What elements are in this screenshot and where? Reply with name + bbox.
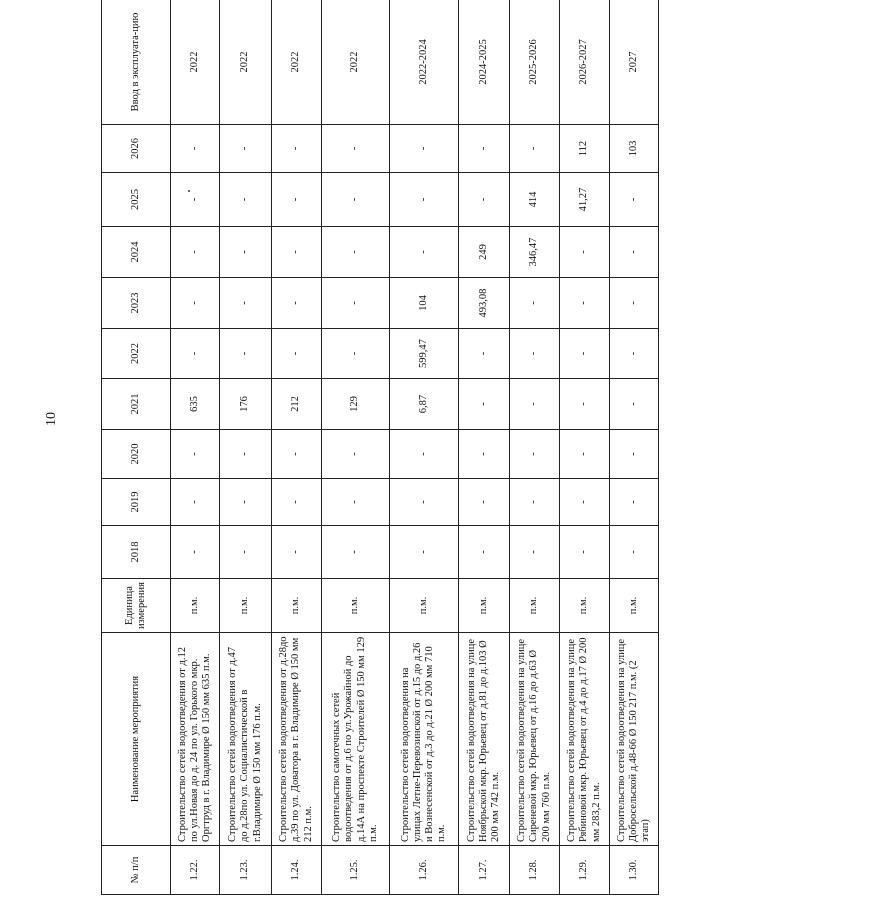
- cell-value: -: [322, 329, 390, 379]
- table-row: [610, 0, 659, 895]
- header-row: [102, 0, 171, 895]
- cell-value: -: [459, 430, 510, 479]
- cell-value: -: [560, 278, 610, 329]
- cell-value: -: [171, 479, 220, 526]
- cell-unit: п.м.: [272, 579, 322, 633]
- cell-value: -: [390, 479, 459, 526]
- cell-value: -: [560, 379, 610, 430]
- cell-value: -: [272, 173, 322, 227]
- cell-value: -: [220, 125, 272, 173]
- table-row: [220, 0, 272, 895]
- header-num: № п/п: [102, 846, 171, 895]
- cell-name: Строительство сетей водоотведения от д.28до д.39 по ул. Доватора в г. Владимире Ø 150 мм 212 п.м.: [272, 633, 322, 846]
- table-row: [510, 0, 560, 895]
- cell-commission: 2022-2024: [390, 0, 459, 125]
- cell-value: -: [171, 173, 220, 227]
- cell-value: -: [560, 227, 610, 278]
- cell-value: -: [459, 479, 510, 526]
- cell-value: 346,47: [510, 227, 560, 278]
- table-row: [560, 0, 610, 895]
- cell-value: -: [171, 430, 220, 479]
- cell-name: Строительство сетей водоотведения от д.12 по ул.Новая до д. 24 по ул. Горького мкр. Оргтруд в г. Владимире Ø 150 мм 635 п.м.: [171, 633, 220, 846]
- cell-value: 493,08: [459, 278, 510, 329]
- header-year: 2025: [102, 173, 171, 227]
- cell-value: -: [272, 125, 322, 173]
- cell-value: -: [220, 329, 272, 379]
- cell-commission: 2022: [272, 0, 322, 125]
- cell-value: 212: [272, 379, 322, 430]
- cell-value: 103: [610, 125, 659, 173]
- cell-num: 1.25.: [322, 846, 390, 895]
- cell-value: -: [610, 526, 659, 579]
- cell-value: -: [560, 526, 610, 579]
- cell-value: -: [560, 430, 610, 479]
- cell-value: -: [560, 479, 610, 526]
- cell-num: 1.29.: [560, 846, 610, 895]
- header-year: 2026: [102, 125, 171, 173]
- cell-value: -: [322, 173, 390, 227]
- cell-commission: 2022: [171, 0, 220, 125]
- cell-value: -: [171, 278, 220, 329]
- cell-commission: 2025-2026: [510, 0, 560, 125]
- cell-value: -: [510, 379, 560, 430]
- cell-value: -: [272, 329, 322, 379]
- cell-value: -: [220, 526, 272, 579]
- cell-value: -: [322, 479, 390, 526]
- cell-value: -: [459, 173, 510, 227]
- cell-value: -: [220, 173, 272, 227]
- table-row: [390, 0, 459, 895]
- cell-value: -: [171, 125, 220, 173]
- header-unit: Единица измерения: [102, 579, 171, 633]
- cell-value: 176: [220, 379, 272, 430]
- cell-name: Строительство сетей водоотведения на улице Сиреневой мкр. Юрьевец от д.16 до д.63 Ø 200 мм 760 п.м.: [510, 633, 560, 846]
- cell-unit: п.м.: [390, 579, 459, 633]
- cell-value: -: [510, 278, 560, 329]
- cell-value: -: [459, 379, 510, 430]
- cell-commission: 2027: [610, 0, 659, 125]
- cell-value: -: [610, 173, 659, 227]
- cell-num: 1.24.: [272, 846, 322, 895]
- cell-value: 6,87: [390, 379, 459, 430]
- cell-value: -: [510, 125, 560, 173]
- cell-value: -: [272, 479, 322, 526]
- cell-name: Строительство сетей водоотведения на улице Добросельской д.48-66 Ø 150 217 п.м. (2 этап): [610, 633, 659, 846]
- cell-num: 1.28.: [510, 846, 560, 895]
- cell-value: 104: [390, 278, 459, 329]
- cell-value: -: [220, 430, 272, 479]
- cell-name: Строительство самотечных сетей водоотведения от д.6 по ул.Урожайной до д.14А на проспекте Строителей Ø 150 мм 129 п.м.: [322, 633, 390, 846]
- cell-value: -: [510, 479, 560, 526]
- table-row: [459, 0, 510, 895]
- cell-value: -: [272, 278, 322, 329]
- table-row: [272, 0, 322, 895]
- cell-name: Строительство сетей водоотведения на улице Ноябрьской мкр. Юрьевец от д.81 до д.103 Ø 200 мм 742 п.м.: [459, 633, 510, 846]
- cell-value: -: [560, 329, 610, 379]
- cell-value: -: [272, 227, 322, 278]
- cell-num: 1.22.: [171, 846, 220, 895]
- cell-num: 1.27.: [459, 846, 510, 895]
- cell-value: -: [510, 430, 560, 479]
- cell-value: -: [322, 125, 390, 173]
- cell-value: -: [171, 526, 220, 579]
- cell-value: -: [272, 526, 322, 579]
- cell-value: -: [171, 227, 220, 278]
- cell-value: -: [390, 430, 459, 479]
- cell-value: 129: [322, 379, 390, 430]
- cell-num: 1.30.: [610, 846, 659, 895]
- cell-value: 41,27: [560, 173, 610, 227]
- header-year: 2019: [102, 479, 171, 526]
- header-year: 2020: [102, 430, 171, 479]
- header-year: 2021: [102, 379, 171, 430]
- cell-value: -: [510, 526, 560, 579]
- cell-value: -: [459, 526, 510, 579]
- cell-name: Строительство сетей водоотведения на улице Рябиновой мкр. Юрьевец от д.4 до д.17 Ø 200 мм 283,2 п.м.: [560, 633, 610, 846]
- cell-value: 112: [560, 125, 610, 173]
- cell-value: -: [272, 430, 322, 479]
- cell-commission: 2026-2027: [560, 0, 610, 125]
- cell-value: -: [390, 526, 459, 579]
- cell-unit: п.м.: [459, 579, 510, 633]
- cell-num: 1.26.: [390, 846, 459, 895]
- page-number: 10: [44, 412, 59, 426]
- header-year: 2022: [102, 329, 171, 379]
- header-commission: Ввод в эксплуата-цию: [102, 0, 171, 125]
- cell-value: -: [390, 173, 459, 227]
- cell-value: -: [459, 329, 510, 379]
- cell-value: -: [220, 278, 272, 329]
- cell-commission: 2024-2025: [459, 0, 510, 125]
- cell-unit: п.м.: [171, 579, 220, 633]
- cell-value: -: [390, 227, 459, 278]
- cell-value: -: [322, 278, 390, 329]
- cell-unit: п.м.: [322, 579, 390, 633]
- header-name: Наименование мероприятия: [102, 633, 171, 846]
- header-year: 2023: [102, 278, 171, 329]
- cell-value: -: [322, 430, 390, 479]
- cell-value: 635: [171, 379, 220, 430]
- cell-value: -: [171, 329, 220, 379]
- cell-value: -: [610, 329, 659, 379]
- cell-unit: п.м.: [560, 579, 610, 633]
- cell-value: 249: [459, 227, 510, 278]
- cell-unit: п.м.: [510, 579, 560, 633]
- cell-value: -: [390, 125, 459, 173]
- cell-num: 1.23.: [220, 846, 272, 895]
- cell-name: Строительство сетей водоотведения от д.47 до д.28по ул. Социалистической в г.Владимире Ø 150 мм 176 п.м.: [220, 633, 272, 846]
- cell-value: -: [510, 329, 560, 379]
- cell-value: -: [459, 125, 510, 173]
- cell-value: -: [220, 479, 272, 526]
- cell-value: 414: [510, 173, 560, 227]
- header-year: 2024: [102, 227, 171, 278]
- cell-value: -: [610, 479, 659, 526]
- measures-table: [101, 0, 659, 895]
- cell-value: -: [220, 227, 272, 278]
- cell-value: -: [610, 379, 659, 430]
- cell-value: 599,47: [390, 329, 459, 379]
- cell-commission: 2022: [220, 0, 272, 125]
- header-year: 2018: [102, 526, 171, 579]
- cell-commission: 2022: [322, 0, 390, 125]
- cell-unit: п.м.: [220, 579, 272, 633]
- table-wrapper: [101, 0, 659, 895]
- cell-value: -: [610, 430, 659, 479]
- cell-value: -: [610, 227, 659, 278]
- cell-unit: п.м.: [610, 579, 659, 633]
- cell-value: -: [322, 526, 390, 579]
- table-row: [322, 0, 390, 895]
- cell-value: -: [322, 227, 390, 278]
- cell-value: -: [610, 278, 659, 329]
- cell-name: Строительство сетей водоотведения на улицах Летне-Перевозинской от д.15 до д.26 и Вознесенской от д.3 до д.21 Ø 200 мм 710 п.м.: [390, 633, 459, 846]
- table-row: [171, 0, 220, 895]
